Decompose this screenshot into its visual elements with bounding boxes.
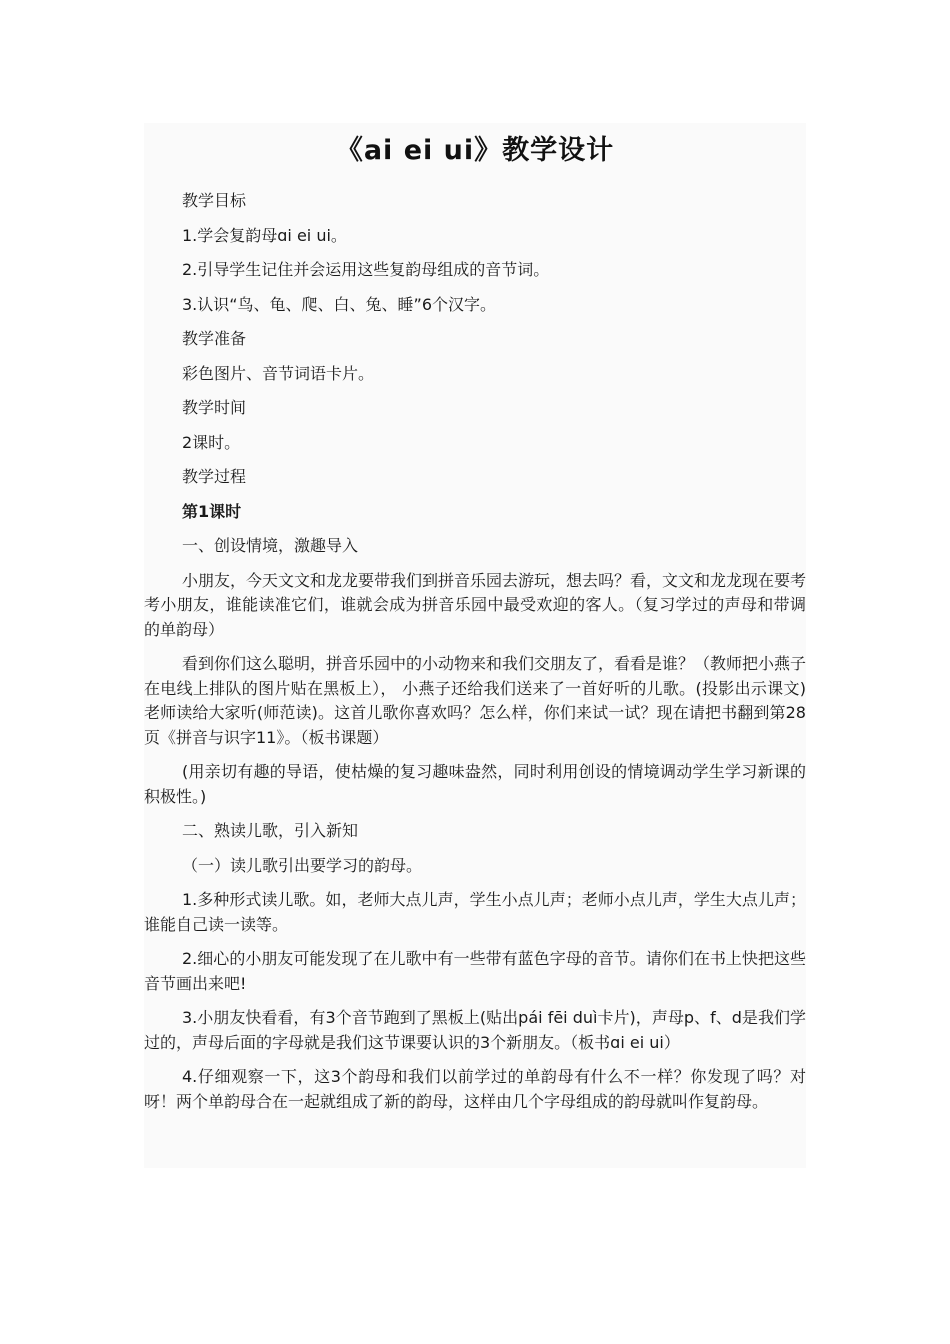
paragraph: 教学准备 [182, 329, 247, 348]
paragraph: (用亲切有趣的导语，使枯燥的复习趣味盎然，同时利用创设的情境调动学生学习新课的积极性。) [144, 762, 806, 806]
document-title: 《ai ei ui》教学设计 [335, 135, 615, 166]
paragraph: 4.仔细观察一下，这3个韵母和我们以前学过的单韵母有什么不一样？你发现了吗？对呀！两个单韵母合在一起就组成了新的韵母，这样由几个字母组成的韵母就叫作复韵母。 [144, 1067, 806, 1111]
paragraph: 教学过程 [182, 467, 247, 486]
paragraph: 2课时。 [182, 432, 241, 452]
paragraph: 教学时间 [182, 398, 247, 417]
paragraph-list [144, 189, 806, 1114]
paragraph: 2.引导学生记住并会运用这些复韵母组成的音节词。 [182, 260, 550, 279]
paragraph: （一）读儿歌引出要学习的韵母。 [182, 855, 423, 875]
paragraph: 教学目标 [182, 191, 247, 210]
paragraph: 彩色图片、音节词语卡片。 [182, 363, 375, 383]
paragraph: 二、熟读儿歌，引入新知 [182, 821, 359, 840]
paragraph: 看到你们这么聪明，拼音乐园中的小动物来和我们交朋友了，看看是谁？（教师把小燕子在电线上排队的图片贴在黑板上）， 小燕子还给我们送来了一首好听的儿歌。(投影出示课文)老师读给大家听(师范读)。这首儿歌你喜欢吗？怎么样，你们来试一试？现在请把书翻到第28页《拼音与识字11》。（板书课题） [144, 654, 807, 747]
paragraph: 一、创设情境，激趣导入 [182, 536, 359, 555]
paragraph: 1.多种形式读儿歌。如，老师大点儿声，学生小点儿声；老师小点儿声，学生大点儿声；谁能自己读一读等。 [144, 890, 806, 934]
paragraph: 1.学会复韵母ɑi ei ui。 [182, 225, 347, 245]
section-heading: 第1课时 [182, 501, 242, 521]
paragraph: 3.小朋友快看看，有3个音节跑到了黑板上(贴出pái fēi duì卡片)，声母p、f、d是我们学过的，声母后面的字母就是我们这节课要认识的3个新朋友。（板书ɑi ei ui） [144, 1008, 806, 1052]
paragraph: 小朋友，今天文文和龙龙要带我们到拼音乐园去游玩，想去吗？看，文文和龙龙现在要考考小朋友，谁能读准它们，谁就会成为拼音乐园中最受欢迎的客人。（复习学过的声母和带调的单韵母） [144, 570, 807, 639]
document-content [144, 123, 806, 1168]
paragraph: 2.细心的小朋友可能发现了在儿歌中有一些带有蓝色字母的音节。请你们在书上快把这些音节画出来吧! [144, 949, 806, 993]
paragraph: 3.认识“鸟、龟、爬、白、兔、睡”6个汉字。 [182, 294, 497, 314]
